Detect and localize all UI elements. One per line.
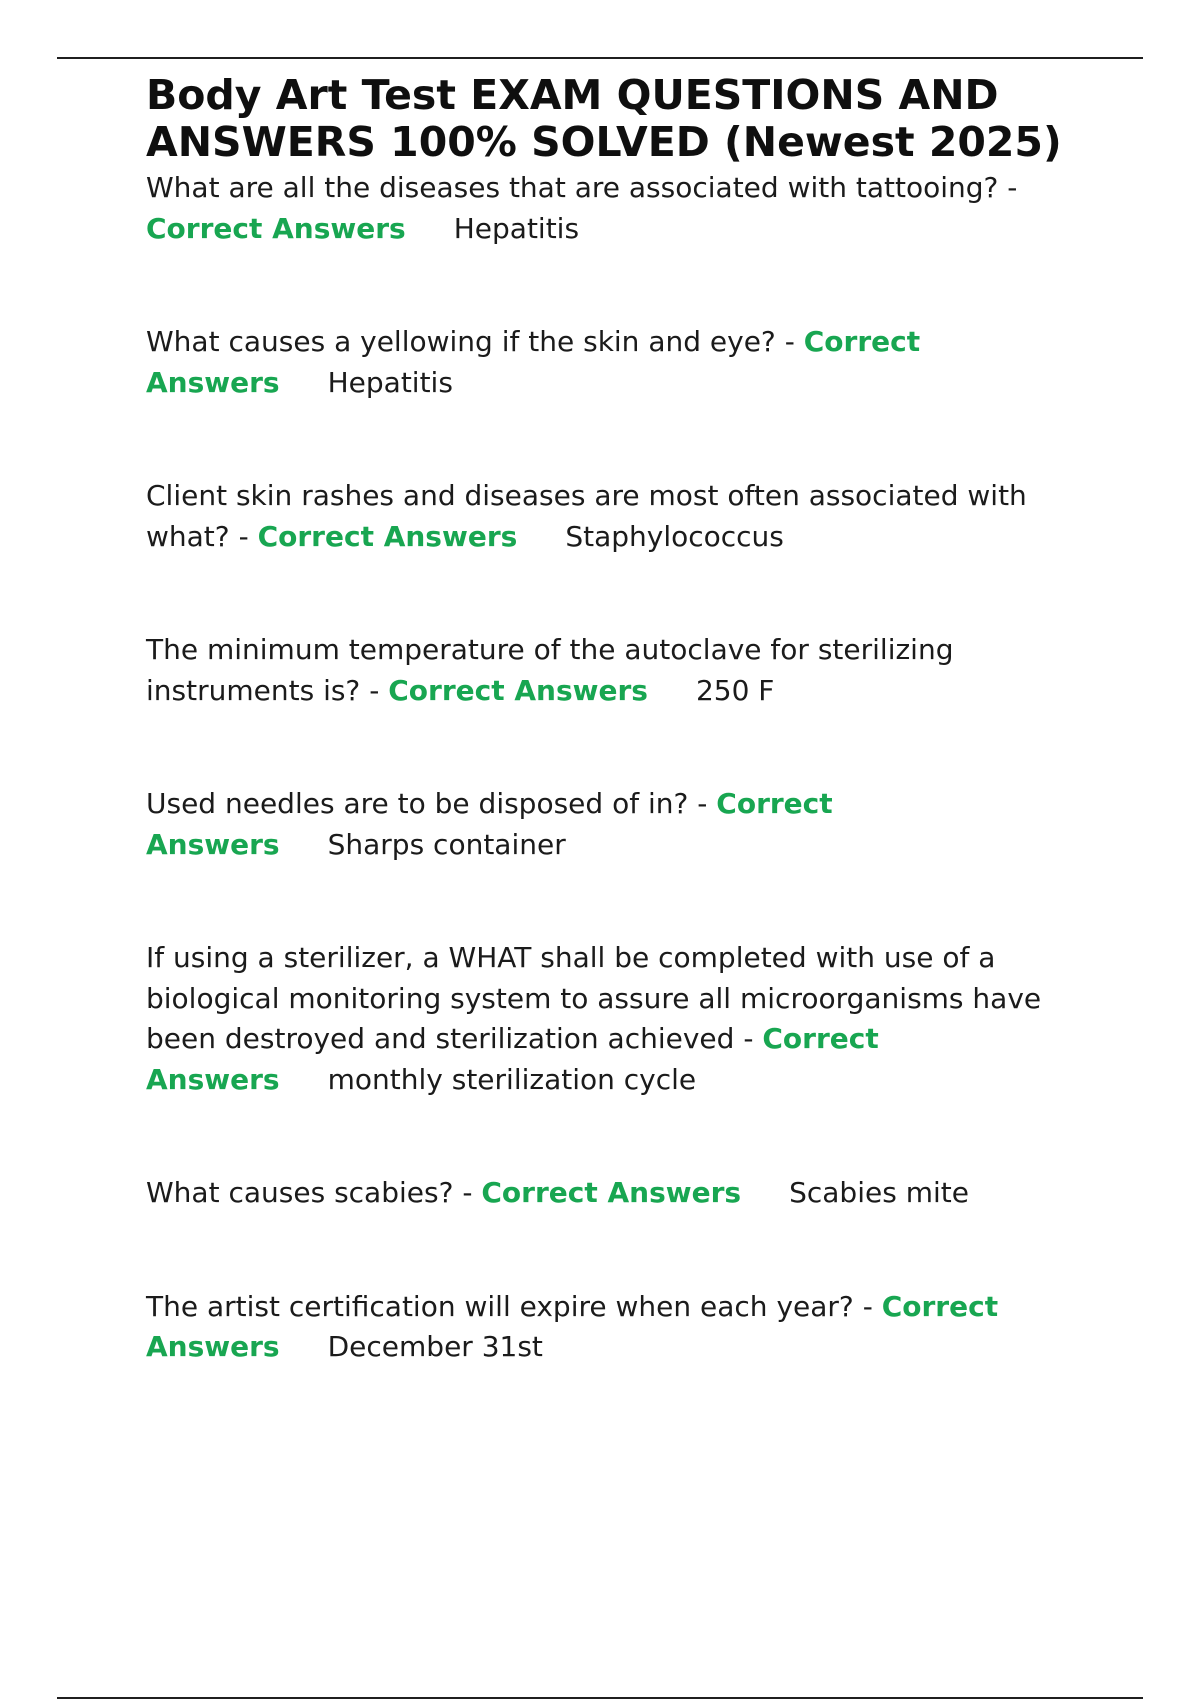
answer-text: 250 F <box>695 673 775 707</box>
question-text: If using a sterilizer, a WHAT shall be completed with use of a biological monitoring system to assure all microorganisms have been destroyed and sterilization achieved <box>146 941 1042 1055</box>
question-text: What are all the diseases that are associated with tattooing? <box>146 171 999 204</box>
question-text: Used needles are to be disposed of in? <box>146 787 689 820</box>
question-text: The minimum temperature of the autoclave for sterilizing instruments is? <box>146 633 954 707</box>
document-title: Body Art Test EXAM QUESTIONS AND ANSWERS 100% SOLVED (Newest 2025) <box>146 71 1062 166</box>
top-divider <box>57 57 1143 59</box>
correct-answers-label: Correct Answers <box>481 1176 742 1209</box>
qa-item <box>146 322 1106 403</box>
question-text: Client skin rashes and diseases are most often associated with what? <box>146 479 1027 553</box>
qa-list <box>146 168 1106 1368</box>
qa-item <box>146 784 1106 865</box>
separator: - <box>369 673 380 707</box>
question-text: The artist certification will expire when each year? <box>146 1289 854 1323</box>
qa-item <box>146 476 1106 557</box>
answer-text: Hepatitis <box>327 365 453 399</box>
correct-answers-label: Correct Answers <box>146 1289 999 1363</box>
correct-answers-label: Correct Answers <box>146 1022 879 1096</box>
qa-item <box>146 1287 1106 1368</box>
correct-answers-label: Correct Answers <box>257 519 518 553</box>
separator: - <box>862 1289 873 1323</box>
separator: - <box>238 519 249 553</box>
correct-answers-label: Correct Answers <box>388 673 648 707</box>
answer-text: Staphylococcus <box>565 519 784 553</box>
qa-item <box>146 168 1106 249</box>
answer-text: monthly sterilization cycle <box>327 1062 697 1096</box>
answer-text: Scabies mite <box>789 1176 969 1209</box>
answer-text: December 31st <box>327 1330 543 1363</box>
qa-item <box>146 630 1106 711</box>
bottom-divider <box>57 1697 1143 1699</box>
correct-answers-label: Correct Answers <box>146 211 406 245</box>
separator: - <box>743 1022 754 1055</box>
answer-text: Sharps container <box>327 827 566 861</box>
correct-answers-label: Correct Answers <box>146 787 833 861</box>
separator: - <box>462 1176 473 1209</box>
question-text: What causes a yellowing if the skin and eye? <box>146 325 776 358</box>
question-text: What causes scabies? <box>146 1176 454 1209</box>
separator: - <box>784 325 795 358</box>
separator: - <box>697 787 708 820</box>
separator: - <box>1007 171 1018 204</box>
qa-item <box>146 1173 1106 1214</box>
correct-answers-label: Correct Answers <box>146 325 921 399</box>
answer-text: Hepatitis <box>453 211 580 245</box>
document-page <box>146 72 1106 1441</box>
qa-item <box>146 938 1106 1100</box>
